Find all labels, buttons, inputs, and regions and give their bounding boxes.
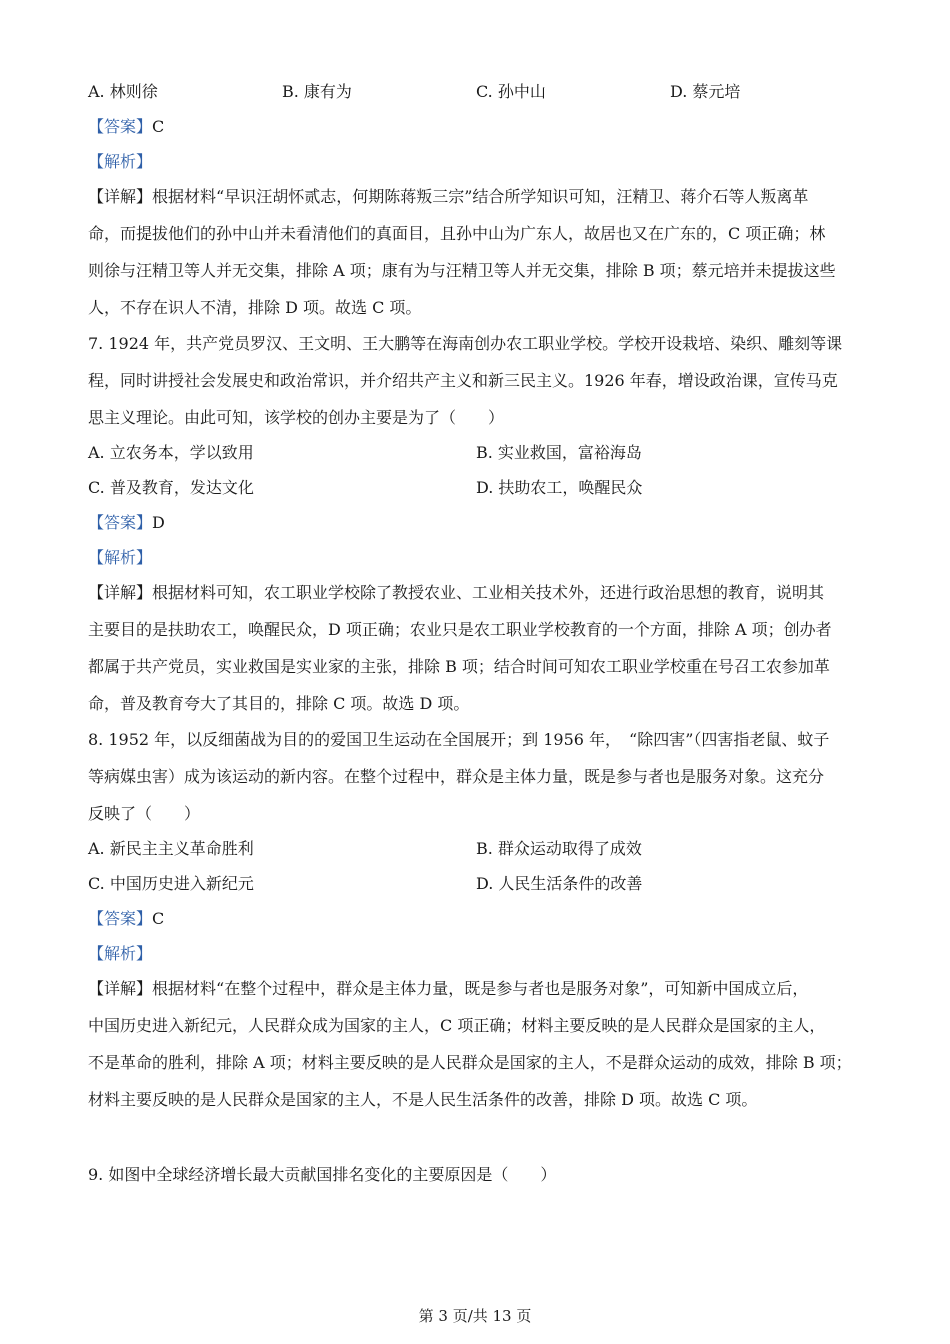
q8-stem-line-3: 反映了（ ） — [88, 804, 201, 823]
q6-detail-line-2: 命，而提拔他们的孙中山并未看清他们的真面目，且孙中山为广东人，故居也又在广东的，C 项正确；林 — [88, 224, 826, 243]
q7-option-d: D. 扶助农工，唤醒民众 — [476, 478, 643, 497]
q8-detail-line-3: 不是革命的胜利，排除 A 项；材料主要反映的是人民群众是国家的主人，不是群众运动的成效，排除 B 项； — [88, 1053, 852, 1072]
q8-stem-line-2: 等病媒虫害）成为该运动的新内容。在整个过程中，群众是主体力量，既是参与者也是服务对象。这充分 — [88, 767, 825, 786]
detail-text: 根据材料“早识汪胡怀贰志，何期陈蒋叛三宗”结合所学知识可知，汪精卫、蒋介石等人叛离革 — [152, 187, 809, 206]
q7-detail-line-3: 都属于共产党员，实业救国是实业家的主张，排除 B 项；结合时间可知农工职业学校重在号召工农参加革 — [88, 657, 830, 676]
q8-stem-line-1: 8. 1952 年，以反细菌战为目的的爱国卫生运动在全国展开；到 1956 年， “除四害”（四害指老鼠、蚊子 — [88, 730, 830, 749]
q8-analysis-tag: 【解析】 — [88, 944, 153, 963]
q6-detail-line-3: 则徐与汪精卫等人并无交集，排除 A 项；康有为与汪精卫等人并无交集，排除 B 项；蔡元培并未提拔这些 — [88, 261, 836, 280]
q6-detail-line-4: 人，不存在识人不清，排除 D 项。故选 C 项。 — [88, 298, 422, 317]
page-footer: 第 3 页/共 13 页 — [418, 1307, 532, 1325]
q7-option-a: A. 立农务本，学以致用 — [88, 443, 254, 462]
q8-detail-line-1 — [88, 979, 808, 999]
answer-tag: 【答案】 — [88, 909, 153, 928]
answer-tag: 【答案】 — [88, 513, 153, 532]
q7-stem-line-3: 思主义理论。由此可知，该学校的创办主要是为了（ ） — [88, 408, 505, 427]
q8-option-c: C. 中国历史进入新纪元 — [88, 874, 254, 893]
answer-value: C — [152, 909, 165, 928]
q8-option-b: B. 群众运动取得了成效 — [476, 839, 642, 858]
q9-stem: 9. 如图中全球经济增长最大贡献国排名变化的主要原因是（ ） — [88, 1165, 557, 1184]
detail-text: 根据材料可知，农工职业学校除了教授农业、工业相关技术外，还进行政治思想的教育，说明其 — [152, 583, 825, 602]
q7-stem-line-1: 7. 1924 年，共产党员罗汉、王文明、王大鹏等在海南创办农工职业学校。学校开设栽培、染织、雕刻等课 — [88, 334, 843, 353]
q6-answer — [88, 117, 164, 137]
q8-option-d: D. 人民生活条件的改善 — [476, 874, 643, 893]
q7-option-b: B. 实业救国，富裕海岛 — [476, 443, 642, 462]
q8-answer — [88, 909, 164, 929]
detail-tag: 【详解】 — [88, 979, 153, 998]
detail-tag: 【详解】 — [88, 187, 153, 206]
q7-option-c: C. 普及教育，发达文化 — [88, 478, 254, 497]
q8-detail-line-4: 材料主要反映的是人民群众是国家的主人，不是人民生活条件的改善，排除 D 项。故选 C 项。 — [88, 1090, 758, 1109]
answer-value: D — [152, 513, 165, 532]
q7-analysis-tag: 【解析】 — [88, 548, 153, 567]
q6-option-a: A. 林则徐 — [88, 82, 158, 101]
q6-option-c: C. 孙中山 — [476, 82, 546, 101]
detail-text: 根据材料“在整个过程中，群众是主体力量，既是参与者也是服务对象”，可知新中国成立后， — [152, 979, 809, 998]
q6-option-d: D. 蔡元培 — [670, 82, 741, 101]
q8-detail-line-2: 中国历史进入新纪元，人民群众成为国家的主人，C 项正确；材料主要反映的是人民群众是国家的主人， — [88, 1016, 826, 1035]
answer-tag: 【答案】 — [88, 117, 153, 136]
q7-stem-line-2: 程，同时讲授社会发展史和政治常识，并介绍共产主义和新三民主义。1926 年春，增设政治课，宣传马克 — [88, 371, 838, 390]
q6-option-b: B. 康有为 — [282, 82, 352, 101]
q6-detail-line-1 — [88, 187, 808, 207]
q7-detail-line-1 — [88, 583, 824, 603]
q7-detail-line-2: 主要目的是扶助农工，唤醒民众，D 项正确；农业只是农工职业学校教育的一个方面，排除 A 项；创办者 — [88, 620, 832, 639]
answer-value: C — [152, 117, 165, 136]
q6-analysis-tag: 【解析】 — [88, 152, 153, 171]
q7-answer — [88, 513, 165, 533]
detail-tag: 【详解】 — [88, 583, 153, 602]
q7-detail-line-4: 命，普及教育夸大了其目的，排除 C 项。故选 D 项。 — [88, 694, 470, 713]
q8-option-a: A. 新民主主义革命胜利 — [88, 839, 254, 858]
